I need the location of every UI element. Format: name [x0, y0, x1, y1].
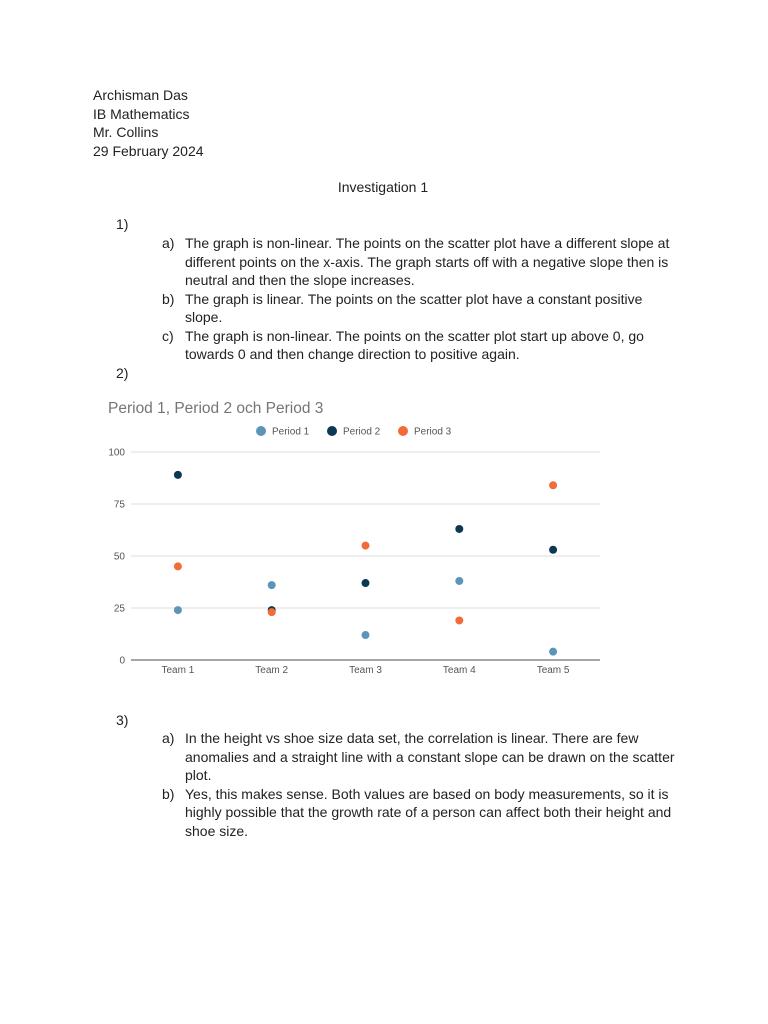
answer-marker: a): [162, 730, 175, 746]
document-header: [93, 86, 204, 160]
teacher-name: Mr. Collins: [93, 124, 159, 140]
answer-marker: a): [162, 235, 175, 251]
y-tick-label: 75: [113, 499, 125, 511]
answer-text: In the height vs shoe size data set, the correlation is linear. There are few anomalies and a straight line with a constant slope can be drawn on the scatter plot.: [185, 730, 675, 783]
data-point: [549, 546, 557, 554]
answer-item: [162, 785, 682, 841]
legend-marker: [327, 426, 337, 436]
data-point: [549, 481, 557, 489]
scatter-chart: [100, 394, 610, 684]
data-point: [455, 525, 463, 533]
answer-text: The graph is linear. The points on the scatter plot have a constant positive slope.: [185, 290, 643, 325]
answer-marker: c): [162, 327, 174, 344]
answer-marker: b): [162, 785, 175, 802]
x-axis-ticks: [162, 665, 570, 676]
chart-legend: [256, 426, 452, 438]
legend-marker: [398, 426, 408, 436]
answer-marker: b): [162, 290, 175, 307]
document-title: Investigation 1: [337, 179, 429, 195]
data-point: [455, 577, 463, 585]
answer-text: The graph is non-linear. The points on the scatter plot start up above 0, go towards 0 and then change direction to positive again.: [185, 327, 644, 362]
y-tick-label: 50: [113, 551, 125, 563]
y-tick-label: 25: [113, 603, 125, 615]
data-points: [174, 471, 557, 656]
answer-text: The graph is non-linear. The points on the scatter plot have a different slope at different points on the x-axis. The graph starts off with a negative slope then is neutral and then the slope increases.: [185, 235, 670, 288]
chart-grid: [131, 452, 600, 660]
question-2-label: 2): [116, 365, 129, 381]
data-point: [549, 648, 557, 656]
x-tick-label: Team 1: [161, 665, 195, 676]
author-name: Archisman Das: [93, 87, 188, 103]
question-3-label: 3): [116, 712, 129, 728]
y-tick-label: 0: [119, 655, 125, 667]
question-1-answers: [162, 234, 682, 364]
question-3-answers: [162, 729, 682, 840]
legend-marker: [256, 426, 266, 436]
x-tick-label: Team 2: [255, 665, 289, 676]
course-name: IB Mathematics: [93, 105, 190, 122]
question-1-label: 1): [116, 216, 129, 232]
answer-item: [162, 729, 682, 785]
answer-item: [162, 234, 682, 290]
data-point: [174, 471, 182, 479]
data-point: [455, 616, 463, 624]
answer-text: Yes, this makes sense. Both values are based on body measurements, so it is highly possible that the growth rate of a person can affect both their height and shoe size.: [185, 785, 672, 839]
document-date: 29 February 2024: [93, 142, 204, 159]
data-point: [268, 581, 276, 589]
x-tick-label: Team 5: [536, 665, 570, 676]
data-point: [268, 608, 276, 616]
data-point: [174, 606, 182, 614]
x-tick-label: Team 4: [442, 665, 476, 676]
chart-title: Period 1, Period 2 och Period 3: [108, 400, 324, 417]
legend-label: Period 1: [272, 426, 310, 438]
legend-item: [256, 426, 310, 438]
data-point: [362, 631, 370, 639]
legend-label: Period 3: [414, 426, 452, 438]
data-point: [362, 542, 370, 550]
answer-item: [162, 290, 682, 327]
answer-item: [162, 327, 682, 364]
y-tick-label: 100: [108, 447, 125, 459]
x-tick-label: Team 3: [349, 665, 382, 676]
legend-item: [327, 426, 381, 438]
legend-label: Period 2: [343, 426, 381, 438]
y-axis-ticks: [108, 448, 125, 667]
data-point: [362, 579, 370, 587]
legend-item: [398, 426, 452, 438]
data-point: [174, 562, 182, 570]
